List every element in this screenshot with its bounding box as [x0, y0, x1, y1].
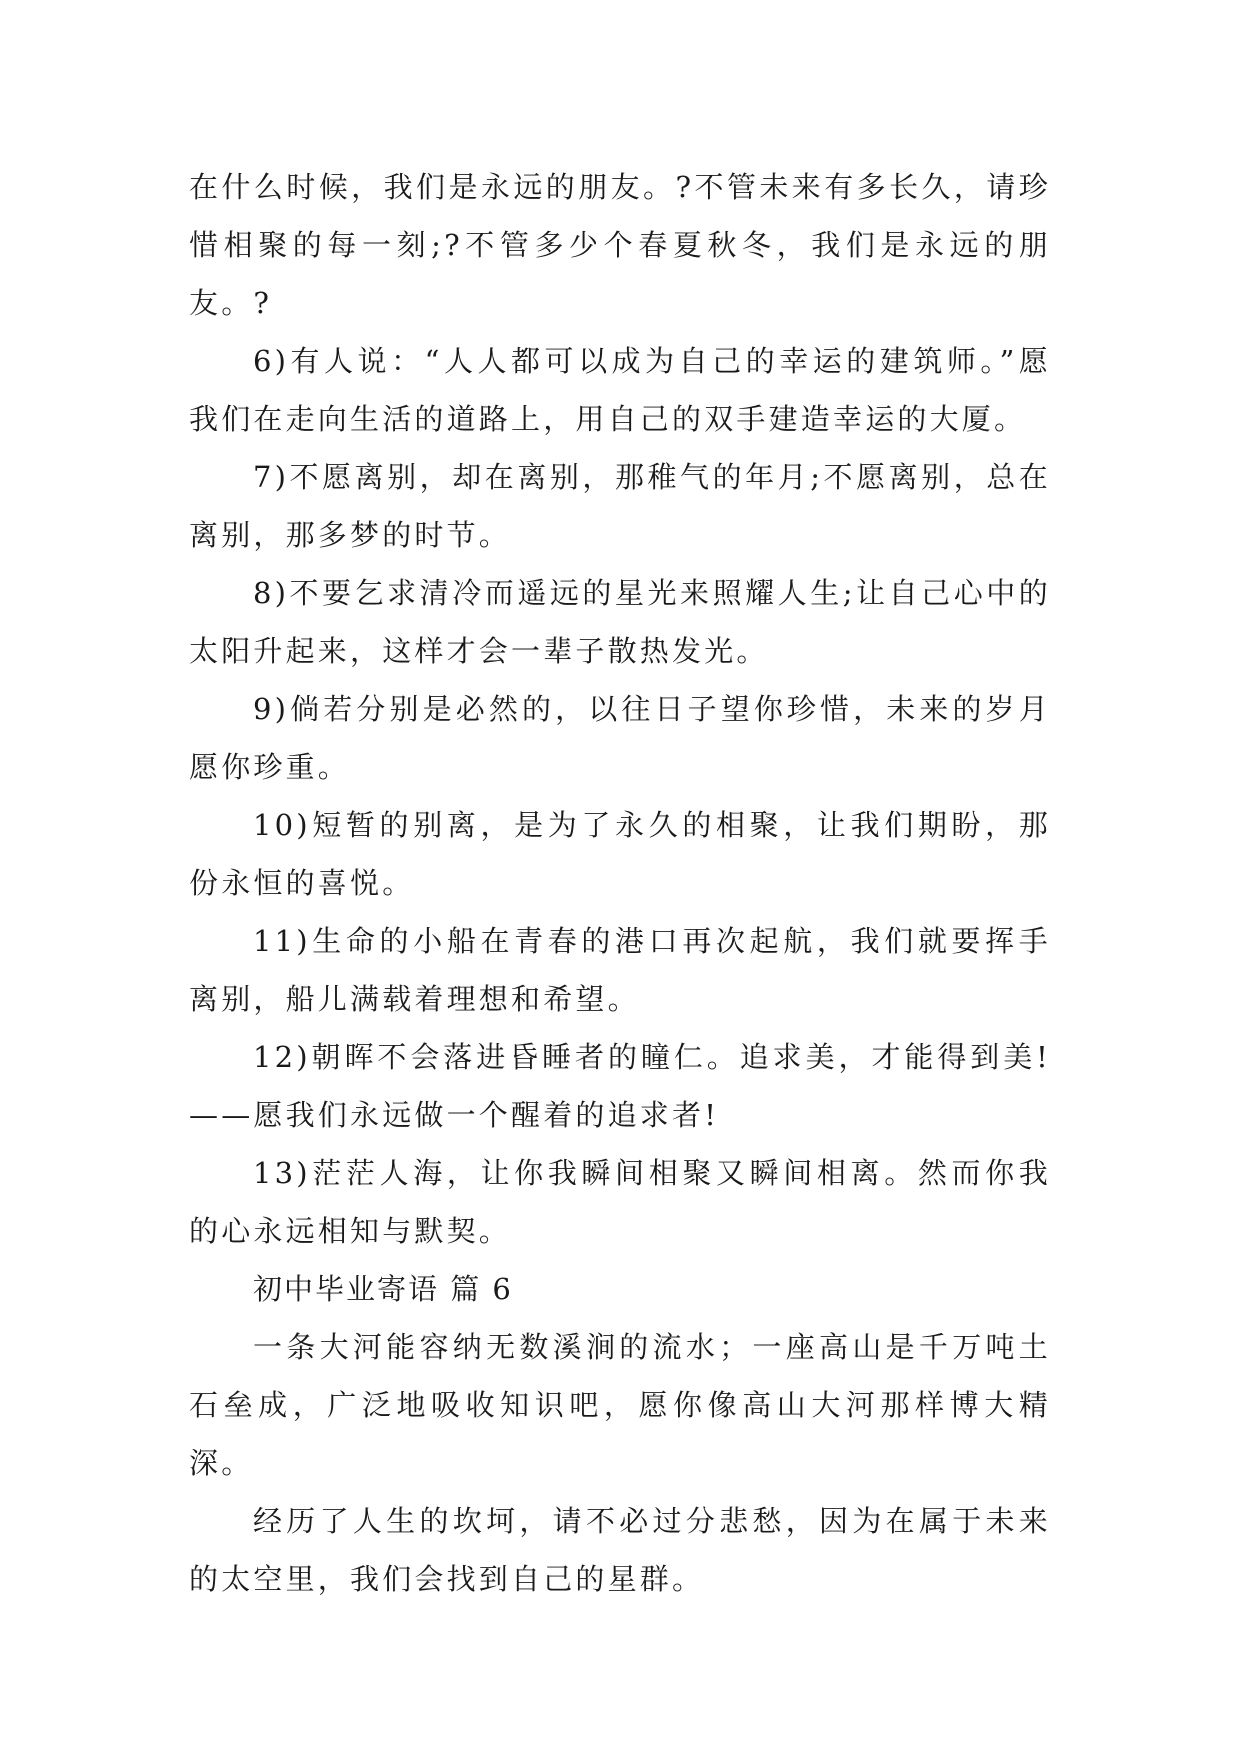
section-paragraph-1: 一条大河能容纳无数溪涧的流水；一座高山是千万吨土石垒成，广泛地吸收知识吧，愿你像高山大河那样博大精深。: [189, 1330, 1051, 1480]
paragraph-item-8: 8)不要乞求清冷而遥远的星光来照耀人生;让自己心中的太阳升起来，这样才会一辈子散热发光。: [189, 576, 1051, 668]
paragraph-item-7: 7)不愿离别，却在离别，那稚气的年月;不愿离别，总在离别，那多梦的时节。: [189, 460, 1051, 552]
paragraph-item-6: 6)有人说：“人人都可以成为自己的幸运的建筑师。”愿我们在走向生活的道路上，用自己的双手建造幸运的大厦。: [189, 344, 1051, 436]
section-heading: 初中毕业寄语 篇 6: [253, 1272, 513, 1306]
paragraph-item-11: 11)生命的小船在青春的港口再次起航，我们就要挥手离别，船儿满载着理想和希望。: [189, 924, 1051, 1016]
document-body: [189, 158, 1051, 1608]
paragraph-item-12: 12)朝晖不会落进昏睡者的瞳仁。追求美，才能得到美!——愿我们永远做一个醒着的追求者!: [189, 1040, 1051, 1132]
paragraph-item-10: 10)短暂的别离，是为了永久的相聚，让我们期盼，那份永恒的喜悦。: [189, 808, 1051, 900]
paragraph-item-13: 13)茫茫人海，让你我瞬间相聚又瞬间相离。然而你我的心永远相知与默契。: [189, 1156, 1051, 1248]
paragraph-item-9: 9)倘若分别是必然的，以往日子望你珍惜，未来的岁月愿你珍重。: [189, 692, 1051, 784]
paragraph-continuation: 在什么时候，我们是永远的朋友。?不管未来有多长久，请珍惜相聚的每一刻;?不管多少个春夏秋冬，我们是永远的朋友。?: [189, 170, 1051, 320]
section-paragraph-2: 经历了人生的坎坷，请不必过分悲愁，因为在属于未来的太空里，我们会找到自己的星群。: [189, 1504, 1051, 1596]
